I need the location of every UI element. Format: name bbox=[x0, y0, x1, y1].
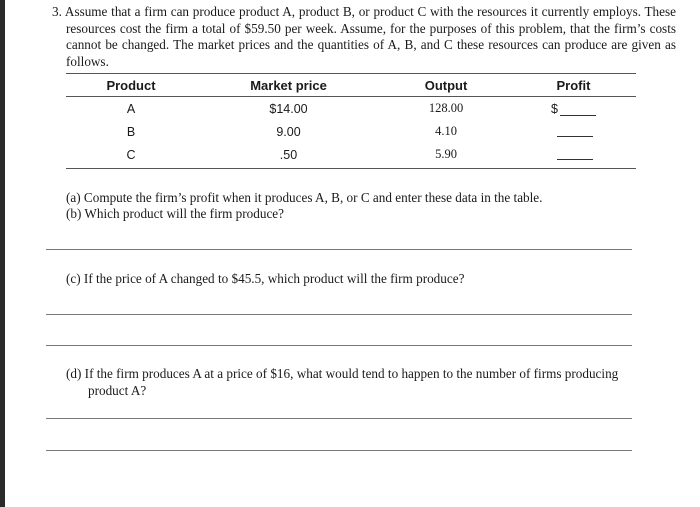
product-cell: C bbox=[126, 147, 136, 162]
header-market-price: Market price bbox=[196, 74, 381, 97]
header-output: Output bbox=[381, 74, 511, 97]
table-row bbox=[66, 120, 636, 143]
problem-number: 3. bbox=[52, 4, 62, 19]
answer-line-c-1[interactable] bbox=[46, 314, 632, 315]
answer-line-b[interactable] bbox=[46, 249, 632, 250]
price-cell: .50 bbox=[279, 147, 298, 162]
header-product: Product bbox=[66, 74, 196, 97]
answer-line-d-1[interactable] bbox=[46, 418, 632, 419]
output-cell: 4.10 bbox=[435, 124, 457, 138]
product-cell: B bbox=[126, 124, 136, 139]
question-d-line-2: product A? bbox=[88, 382, 147, 398]
profit-answer-blank[interactable] bbox=[557, 147, 593, 160]
table-bottom-rule bbox=[66, 168, 636, 169]
profit-answer-blank[interactable] bbox=[557, 124, 593, 137]
left-edge-bar bbox=[0, 0, 5, 507]
output-cell: 128.00 bbox=[428, 101, 464, 115]
question-d bbox=[66, 366, 618, 399]
answer-line-d-2[interactable] bbox=[46, 450, 632, 451]
profit-cell bbox=[511, 143, 636, 166]
question-a: (a) Compute the firm’s profit when it produces A, B, or C and enter these data in the table. bbox=[66, 190, 543, 205]
output-cell: 5.90 bbox=[435, 147, 457, 161]
profit-cell bbox=[511, 120, 636, 143]
question-c: (c) If the price of A changed to $45.5, which product will the firm produce? bbox=[66, 271, 465, 286]
product-cell: A bbox=[126, 101, 136, 116]
problem-statement bbox=[52, 4, 676, 70]
header-profit: Profit bbox=[511, 74, 636, 97]
product-data-table bbox=[66, 74, 636, 166]
table-row bbox=[66, 143, 636, 166]
question-d-line-1: (d) If the firm produces A at a price of $16, what would tend to happen to the number of firms producing bbox=[66, 366, 619, 381]
question-b: (b) Which product will the firm produce? bbox=[66, 206, 285, 221]
price-cell: $14.00 bbox=[269, 101, 308, 116]
table-row bbox=[66, 97, 636, 121]
profit-currency-symbol: $ bbox=[551, 101, 558, 116]
price-cell: 9.00 bbox=[276, 124, 301, 139]
problem-intro-text: Assume that a firm can produce product A, product B, or product C with the resources it currently employs. These resources cost the firm a total of $59.50 per week. Assume, for the purposes of this problem, that the firm’s costs cannot be changed. The market prices and the quantities of A, B, and C these resources can produce are given as follows. bbox=[64, 4, 676, 69]
profit-cell bbox=[511, 97, 636, 121]
answer-line-c-2[interactable] bbox=[46, 345, 632, 346]
profit-answer-blank[interactable] bbox=[560, 103, 596, 116]
table-header-row bbox=[66, 74, 636, 97]
product-table bbox=[66, 73, 636, 169]
